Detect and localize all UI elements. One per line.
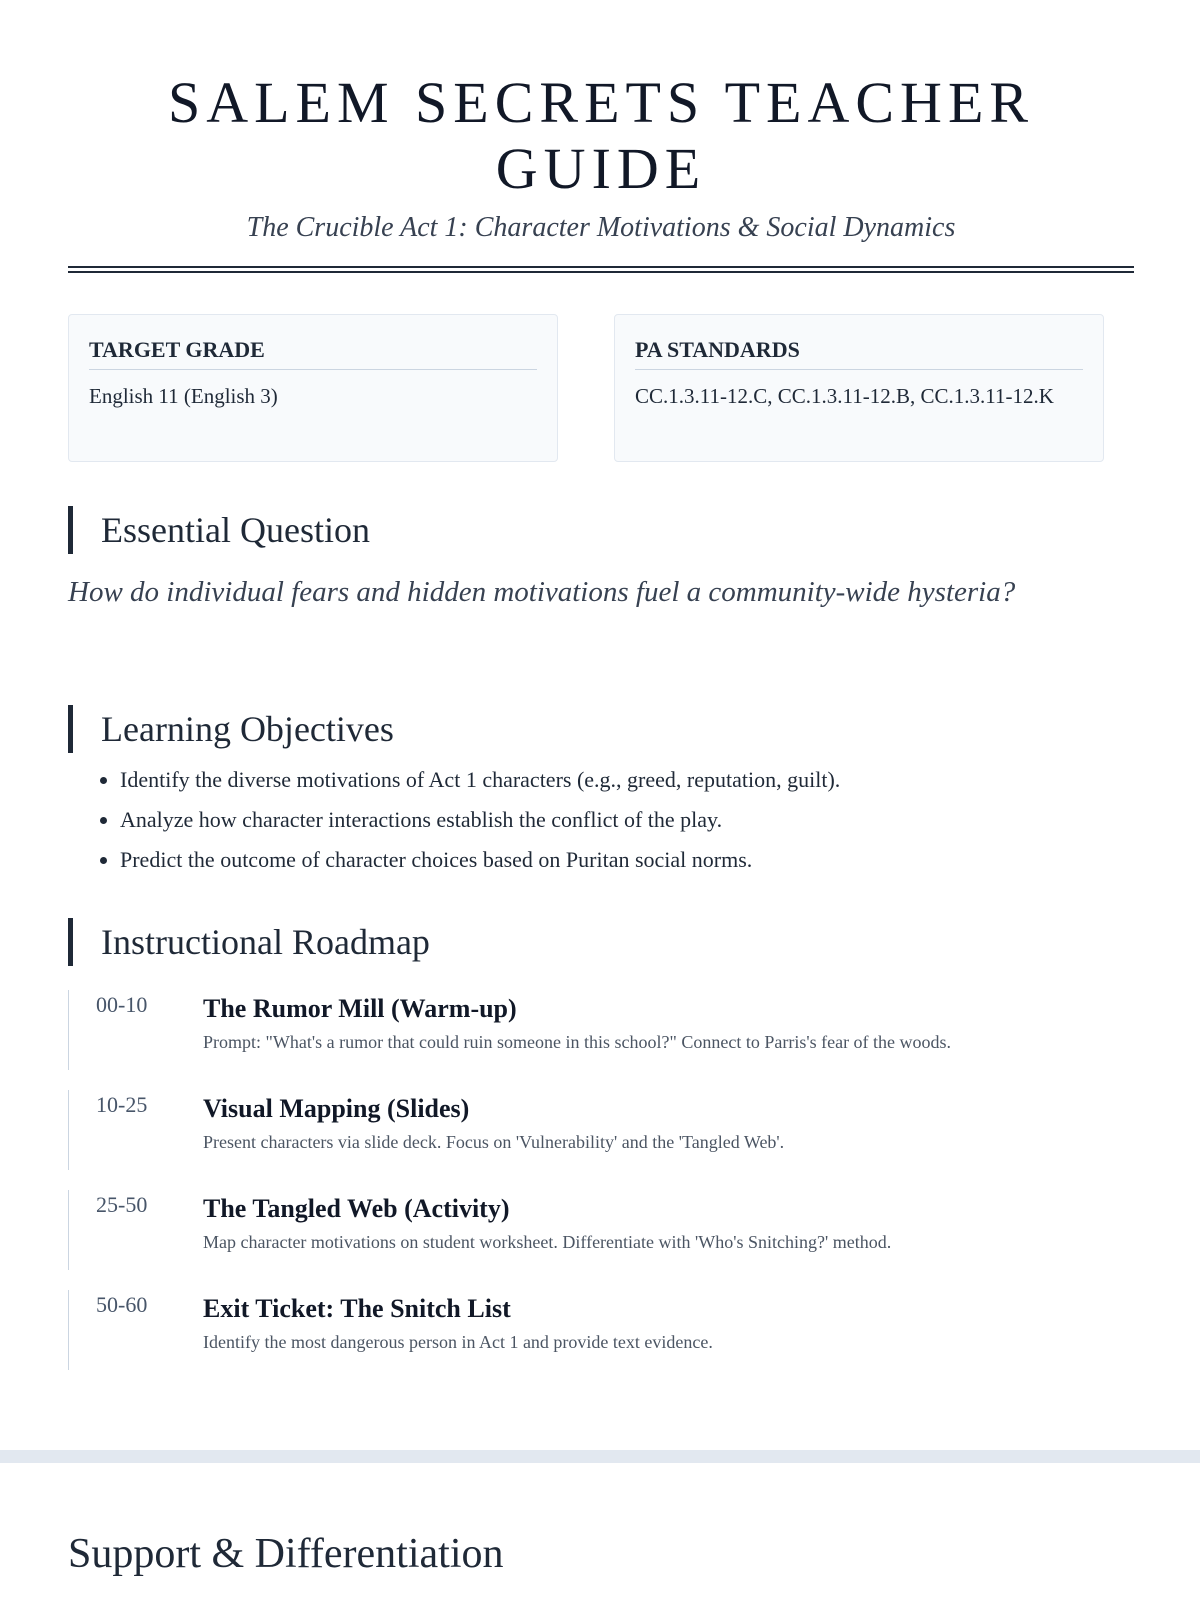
target-grade-label: TARGET GRADE xyxy=(89,337,537,370)
target-grade-card xyxy=(68,314,558,462)
essential-question-heading: Essential Question xyxy=(68,506,370,554)
step-title: The Tangled Web (Activity) xyxy=(203,1194,510,1223)
title-line-2: GUIDE xyxy=(495,136,707,201)
essential-question-text: How do individual fears and hidden motivations fuel a community-wide hysteria? xyxy=(68,576,1016,608)
step-description: Map character motivations on student worksheet. Differentiate with 'Who's Snitching?' method. xyxy=(203,1232,892,1252)
step-title: The Rumor Mill (Warm-up) xyxy=(203,994,517,1023)
list-item: • Predict the outcome of character choices based on Puritan social norms. xyxy=(120,840,1186,880)
step-title: Visual Mapping (Slides) xyxy=(203,1094,470,1123)
step-time: 00-10 xyxy=(96,992,148,1017)
roadmap-step xyxy=(68,1290,1135,1370)
page-break-band xyxy=(0,1450,1200,1463)
step-description: Present characters via slide deck. Focus on 'Vulnerability' and the 'Tangled Web'. xyxy=(203,1132,785,1152)
support-differentiation-heading: Support & Differentiation xyxy=(68,1531,504,1577)
header-divider xyxy=(68,266,1134,273)
pa-standards-card xyxy=(614,314,1104,462)
pa-standards-value: CC.1.3.11-12.C, CC.1.3.11-12.B, CC.1.3.11-12.K xyxy=(635,384,1054,408)
roadmap-step xyxy=(68,1190,1135,1270)
instructional-roadmap-heading: Instructional Roadmap xyxy=(68,918,430,966)
step-time: 50-60 xyxy=(96,1292,148,1317)
learning-objectives-list xyxy=(68,760,1186,880)
page-title xyxy=(68,70,1134,202)
list-item: • Analyze how character interactions establish the conflict of the play. xyxy=(120,800,1186,840)
title-line-1: SALEM SECRETS TEACHER xyxy=(167,70,1035,135)
step-description: Prompt: "What's a rumor that could ruin someone in this school?" Connect to Parris's fear of the woods. xyxy=(203,1032,952,1052)
step-title: Exit Ticket: The Snitch List xyxy=(203,1294,511,1323)
learning-objectives-heading: Learning Objectives xyxy=(68,705,394,753)
pa-standards-label: PA STANDARDS xyxy=(635,337,1083,370)
list-item: • Identify the diverse motivations of Act 1 characters (e.g., greed, reputation, guilt). xyxy=(120,760,1186,800)
roadmap-step xyxy=(68,990,1135,1070)
page-subtitle: The Crucible Act 1: Character Motivations & Social Dynamics xyxy=(246,212,956,243)
step-time: 25-50 xyxy=(96,1192,148,1217)
roadmap-step xyxy=(68,1090,1135,1170)
step-description: Identify the most dangerous person in Act 1 and provide text evidence. xyxy=(203,1332,713,1352)
step-time: 10-25 xyxy=(96,1092,148,1117)
target-grade-value: English 11 (English 3) xyxy=(89,384,278,408)
